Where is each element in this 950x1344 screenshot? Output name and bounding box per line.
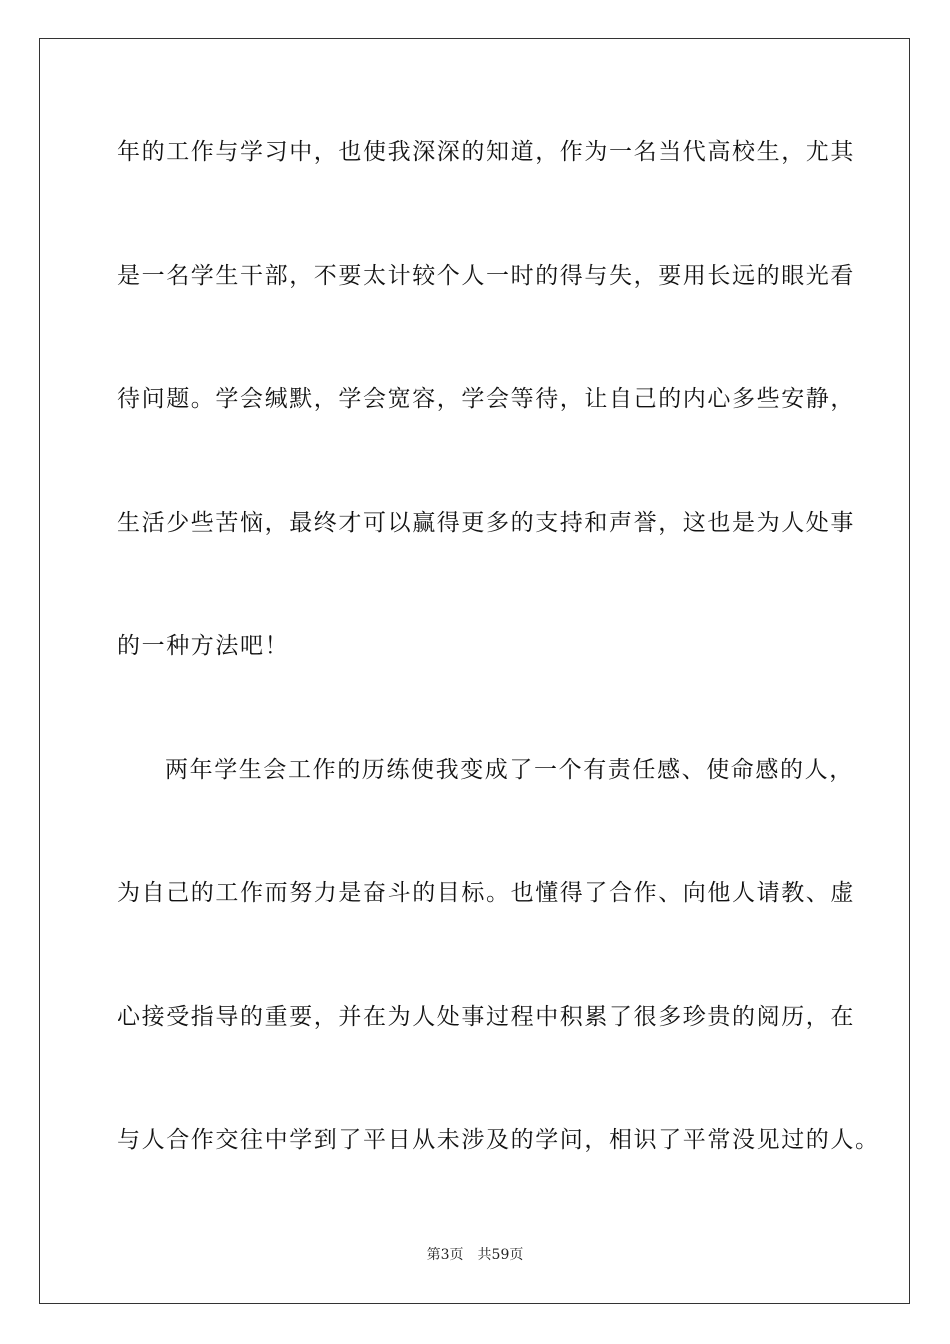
text-line: 与人合作交往中学到了平日从未涉及的学问，相识了平常没见过的人。 (117, 1127, 880, 1153)
page-number: 第3页 (426, 1247, 464, 1263)
text-line: 年的工作与学习中，也使我深深的知道，作为一名当代高校生，尤其 (117, 139, 855, 165)
text-line: 待问题。学会缄默，学会宽容，学会等待，让自己的内心多些安静， (117, 386, 855, 412)
text-line: 心接受指导的重要，并在为人处事过程中积累了很多珍贵的阅历，在 (117, 1003, 855, 1030)
text-line: 是一名学生干部，不要太计较个人一时的得与失，要用长远的眼光看 (117, 262, 855, 289)
document-body (117, 120, 880, 1232)
paragraph-start-line: 两年学生会工作的历练使我变成了一个有责任感、使命感的人， (165, 756, 854, 783)
text-line: 的一种方法吧！ (117, 633, 290, 659)
page-total: 共59页 (477, 1247, 524, 1263)
text-line: 生活少些苦恼，最终才可以赢得更多的支持和声誉，这也是为人处事 (117, 509, 855, 536)
text-line: 为自己的工作而努力是奋斗的目标。也懂得了合作、向他人请教、虚 (117, 880, 855, 906)
page-footer (0, 1244, 950, 1264)
